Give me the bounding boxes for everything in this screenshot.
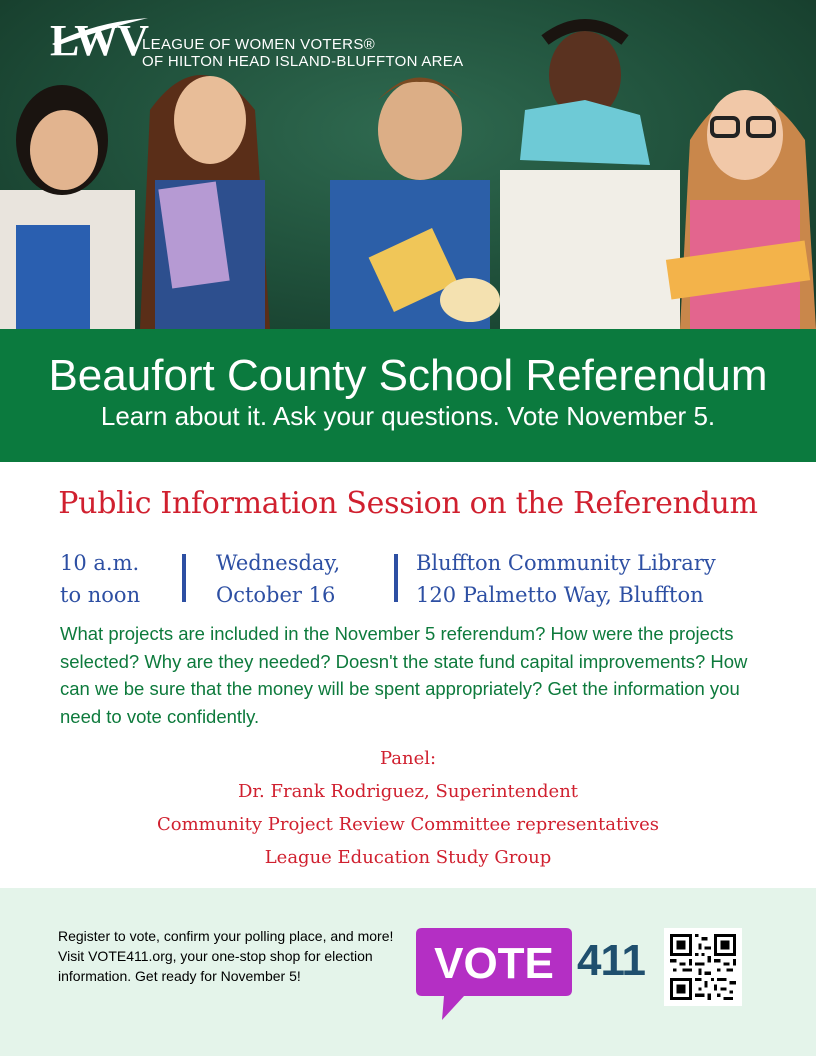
vote-word: VOTE xyxy=(434,939,554,988)
divider xyxy=(394,554,398,602)
child-figure xyxy=(500,25,680,329)
footer-text: Register to vote, confirm your polling place, and more! Visit VOTE411.org, your one-stop shop for election information. Get ready for November 5! xyxy=(58,928,394,984)
child-figure xyxy=(330,78,500,330)
lwv-logo[interactable] xyxy=(50,16,520,86)
swoosh-icon xyxy=(50,16,150,46)
panel-member: Dr. Frank Rodriguez, Superintendent xyxy=(237,781,579,802)
panel-member: Community Project Review Committee representatives xyxy=(156,814,660,835)
divider xyxy=(182,554,186,602)
session-location xyxy=(416,547,716,611)
session-time-line2: to noon xyxy=(60,583,141,607)
lwv-logo-line2: OF HILTON HEAD ISLAND-BLUFFTON AREA xyxy=(142,53,464,70)
session-date-line2: October 16 xyxy=(216,583,336,607)
child-figure xyxy=(0,85,135,329)
qr-code[interactable] xyxy=(664,928,742,1006)
lwv-logo-mark: LWV xyxy=(50,16,149,65)
session-location-name: Bluffton Community Library xyxy=(416,551,716,575)
vote411-logo-bubble[interactable] xyxy=(416,928,572,1022)
footer xyxy=(0,888,816,1056)
qr-code-icon xyxy=(670,934,736,1000)
panel-member: League Education Study Group xyxy=(264,847,552,868)
vote411-number[interactable]: 411 xyxy=(577,936,645,985)
lwv-logo-line1: LEAGUE OF WOMEN VOTERS® xyxy=(142,36,375,53)
hero-photo xyxy=(0,0,816,329)
description-paragraph: What projects are included in the November 5 referendum? How were the projects selected? Why are they needed? Doesn't the state fund capital improvements? How can we be sure that the money will be spent appropriately? Get the information you need to vote confidently. xyxy=(60,623,748,727)
session-time-line1: 10 a.m. xyxy=(60,551,140,575)
title-banner xyxy=(0,329,816,462)
session-heading: Public Information Session on the Referendum xyxy=(58,486,758,521)
page-title: Beaufort County School Referendum xyxy=(48,351,768,400)
session-time xyxy=(60,547,140,611)
child-figure xyxy=(140,75,270,329)
panel-heading: Panel: xyxy=(379,748,437,769)
session-date-line1: Wednesday, xyxy=(216,551,341,575)
session-date xyxy=(216,547,340,611)
child-figure xyxy=(666,90,816,329)
session-location-address: 120 Palmetto Way, Bluffton xyxy=(416,583,704,607)
page-subtitle: Learn about it. Ask your questions. Vote November 5. xyxy=(100,401,716,431)
